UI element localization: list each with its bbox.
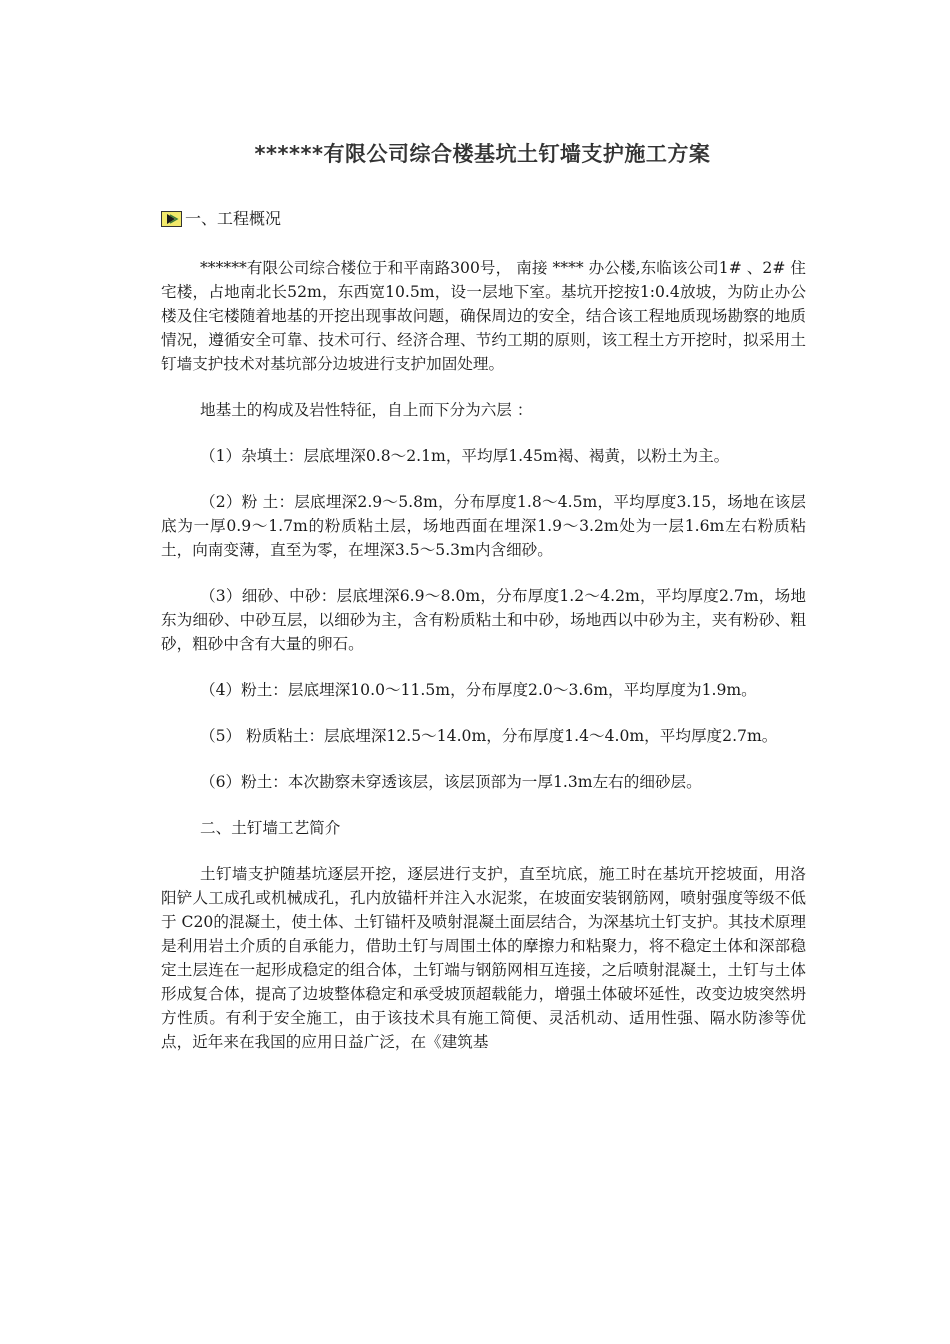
arrow-bullet-icon — [161, 211, 183, 227]
paragraph-layer-1: （1）杂填土：层底埋深0.8～2.1m，平均厚1.45m褐、褐黄，以粉土为主。 — [200, 447, 730, 465]
document-title: ******有限公司综合楼基坑土钉墙支护施工方案 — [254, 142, 711, 166]
paragraph-layer-2: （2）粉 土：层底埋深2.9～5.8m，分布厚度1.8～4.5m，平均厚度3.15，场地在该层底为一厚0.9～1.7m的粉质粘土层，场地西面在埋深1.9～3.2m处为一层1.6m左右粉质粘土，向南变薄，直至为零，在埋深3.5～5.3m内含细砂。 — [161, 493, 806, 559]
paragraph-layer-4: （4）粉土：层底埋深10.0～11.5m，分布厚度2.0～3.6m，平均厚度为1.9m。 — [200, 681, 757, 699]
section-heading-process: 二、土钉墙工艺简介 — [200, 819, 341, 837]
paragraph-layer-5: （5） 粉质粘土：层底埋深12.5～14.0m，分布厚度1.4～4.0m，平均厚度2.7m。 — [200, 727, 778, 745]
document-body — [161, 256, 806, 1076]
paragraph-layer-3: （3）细砂、中砂：层底埋深6.9～8.0m，分布厚度1.2～4.2m，平均厚度2.7m，场地东为细砂、中砂互层，以细砂为主，含有粉质粘土和中砂，场地西以中砂为主，夹有粉砂、粗砂，粗砂中含有大量的卵石。 — [161, 587, 806, 653]
paragraph-process: 土钉墙支护随基坑逐层开挖，逐层进行支护，直至坑底，施工时在基坑开挖坡面，用洛阳铲人工成孔或机械成孔，孔内放锚杆并注入水泥浆，在坡面安装钢筋网，喷射强度等级不低于 C20的混凝土，使土体、土钉锚杆及喷射混凝土面层结合，为深基坑土钉支护。其技术原理是利用岩土介质的自承能力，借助土钉与周围土体的摩擦力和粘聚力，将不稳定土体和深部稳定土层连在一起形成稳定的组合体，土钉端与钢筋网相互连接，之后喷射混凝土，土钉与土体形成复合体，提高了边坡整体稳定和承受坡顶超载能力，增强土体破坏延性，改变边坡突然坍方性质。有利于安全施工，由于该技术具有施工简便、灵活机动、适用性强、隔水防渗等优点，近年来在我国的应用日益广泛，在《建筑基 — [161, 865, 806, 1051]
section-heading-overview — [161, 207, 281, 231]
paragraph-layer-6: （6）粉土：本次勘察未穿透该层，该层顶部为一厚1.3m左右的细砂层。 — [200, 773, 702, 791]
section-heading-label: 一、工程概况 — [185, 209, 282, 228]
paragraph-overview: ******有限公司综合楼位于和平南路300号， 南接 **** 办公楼,东临该公司1# 、2# 住宅楼，占地南北长52m，东西宽10.5m，设一层地下室。基坑开挖按1:0.4放坡，为防止办公楼及住宅楼随着地基的开挖出现事故问题，确保周边的安全，结合该工程地质现场勘察的地质情况，遵循安全可靠、技术可行、经济合理、节约工期的原则，该工程土方开挖时，拟采用土钉墙支护技术对基坑部分边坡进行支护加固处理。 — [161, 259, 806, 373]
paragraph-soil-intro: 地基土的构成及岩性特征，自上而下分为六层 ： — [200, 401, 533, 419]
